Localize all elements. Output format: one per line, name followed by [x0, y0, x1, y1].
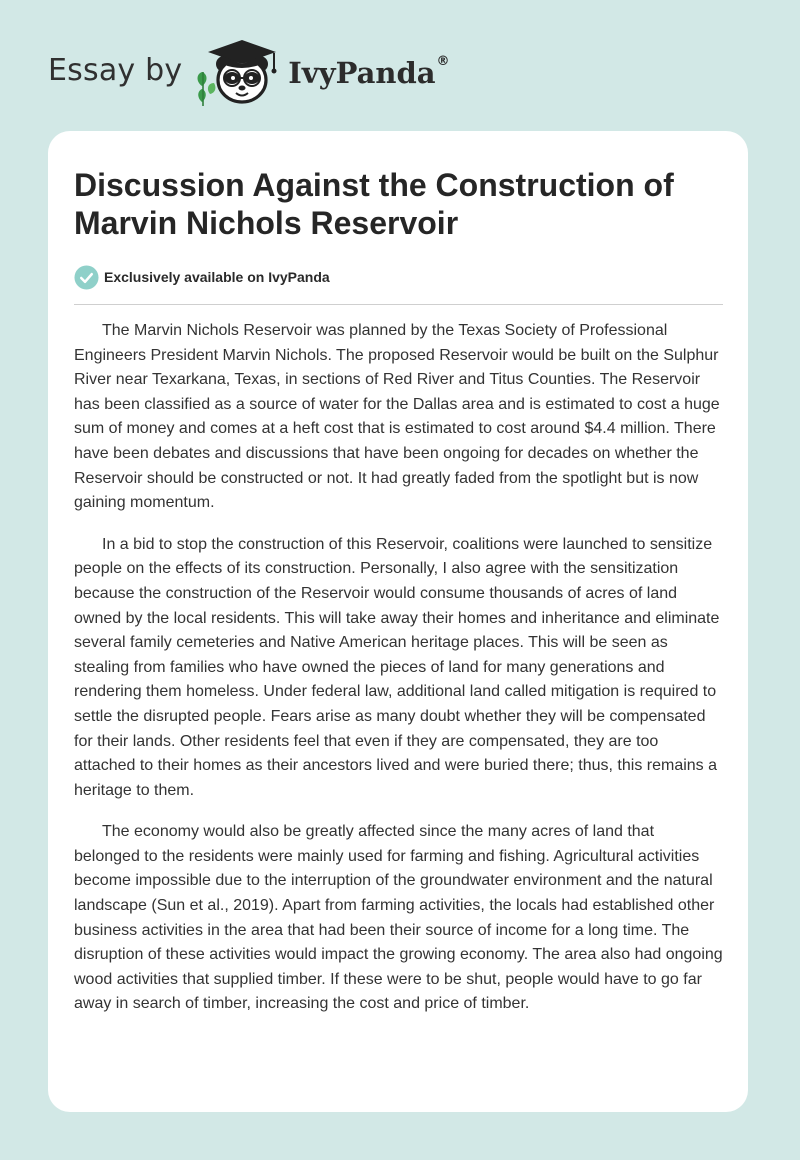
- brand-name-text: IvyPanda: [288, 56, 436, 90]
- divider: [74, 304, 723, 305]
- exclusive-badge: [74, 264, 330, 290]
- essay-card: [48, 131, 748, 1112]
- brand-name: [288, 56, 449, 90]
- check-circle-icon: [74, 265, 99, 290]
- brand-header[interactable]: [48, 36, 450, 108]
- brand-prefix: Essay by: [48, 52, 183, 88]
- essay-body: [74, 319, 724, 1034]
- essay-title: Discussion Against the Construction of Marvin Nichols Reservoir: [74, 167, 674, 241]
- registered-mark: ®: [436, 54, 450, 69]
- exclusive-badge-label: Exclusively available on IvyPanda: [104, 269, 330, 285]
- panda-graduate-icon: [194, 36, 284, 108]
- essay-paragraph: The economy would also be greatly affected since the many acres of land that belonged to the residents were mainly used for farming and fishing. Agricultural activities become impossible due to the interruption of the groundwater environment and the natural landscape (Sun et al., 2019). Apart from farming activities, the locals had established other business activities in the area that had been their source of income for a long time. The disruption of these activities would impact the growing economy. The area also had ongoing wood activities that supplied timber. If these were to be shut, people would have to go far away in search of timber, increasing the cost and price of timber.: [74, 823, 723, 1013]
- essay-paragraph: In a bid to stop the construction of this Reservoir, coalitions were launched to sensitize people on the effects of its construction. Personally, I also agree with the sensitization because the construction of the Reservoir would consume thousands of acres of land owned by the local residents. This will take away their homes and inheritance and eliminate several family cemeteries and Native American heritage places. This will be seen as stealing from families who have owned the pieces of land for many generations and rendering them homeless. Under federal law, additional land called mitigation is required to settle the disrupted people. Fears arise as many doubt whether they will be compensated for their lands. Other residents feel that even if they are compensated, they are too attached to their homes as their ancestors lived and were buried there; thus, this remains a heritage to them.: [74, 535, 720, 799]
- essay-paragraph: The Marvin Nichols Reservoir was planned by the Texas Society of Professional Engineers President Marvin Nichols. The proposed Reservoir would be built on the Sulphur River near Texarkana, Texas, in sections of Red River and Titus Counties. The Reservoir has been classified as a source of water for the Dallas area and is estimated to cost a huge sum of money and comes at a heft cost that is estimated to cost around $4.4 million. There have been debates and discussions that have been ongoing for decades on whether the Reservoir should be constructed or not. It had greatly faded from the spotlight but is now gaining momentum.: [74, 322, 720, 512]
